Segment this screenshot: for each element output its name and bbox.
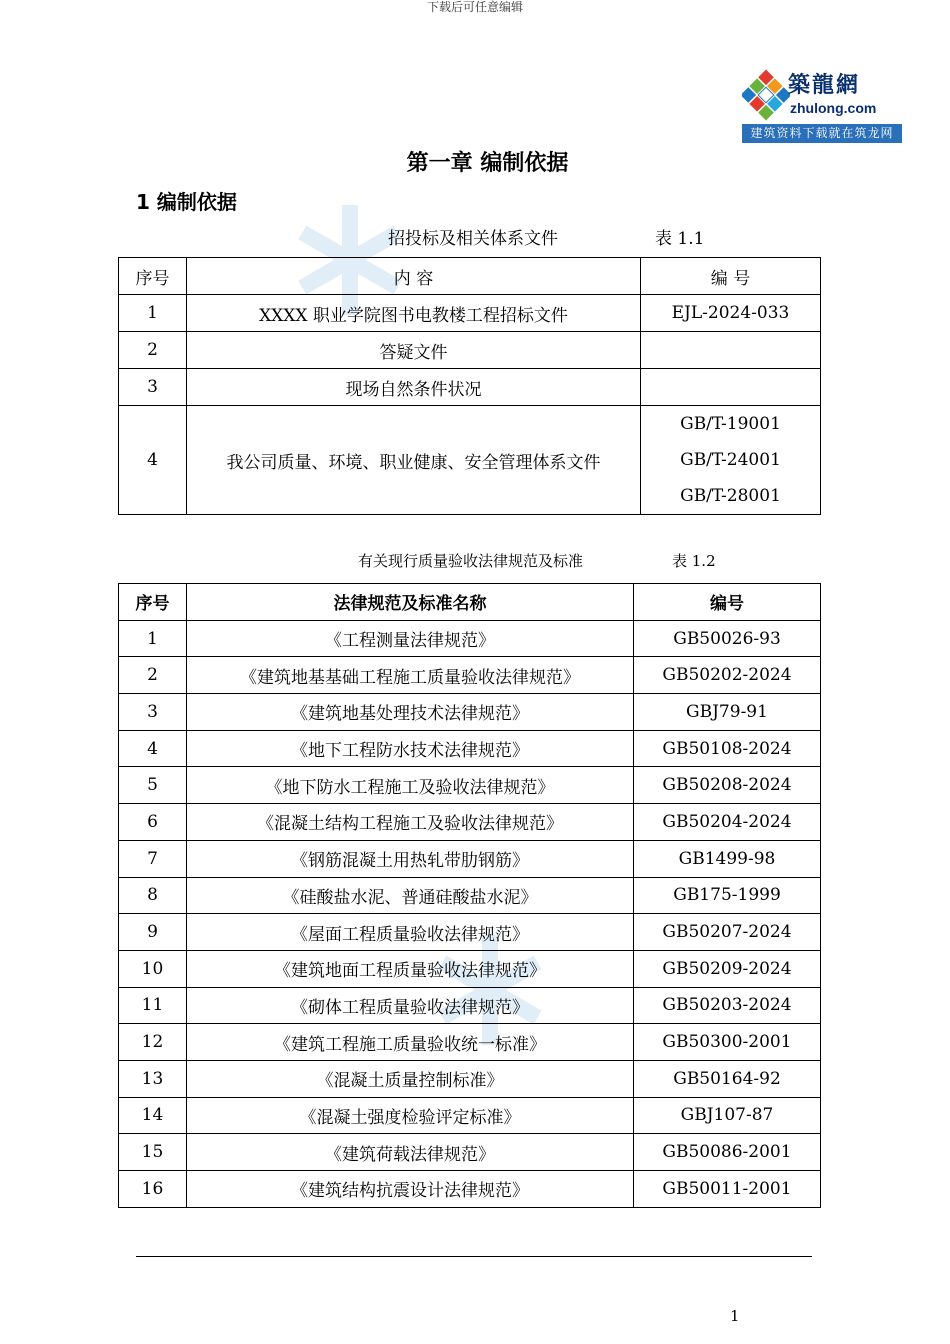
- row-no: 3: [119, 694, 187, 731]
- row-content: 答疑文件: [187, 332, 641, 369]
- row-no: 15: [119, 1134, 187, 1171]
- table-row: [119, 730, 821, 767]
- row-name: 《硅酸盐水泥、普通硅酸盐水泥》: [187, 877, 634, 914]
- table-row: [119, 1097, 821, 1134]
- row-name: 《建筑地基基础工程施工质量验收法律规范》: [187, 657, 634, 694]
- table-row: [119, 914, 821, 951]
- row-no: 3: [119, 369, 187, 406]
- row-no: 1: [119, 295, 187, 332]
- table-row: [119, 1134, 821, 1171]
- row-no: 16: [119, 1171, 187, 1208]
- table-row: [119, 1171, 821, 1208]
- table-row: [119, 657, 821, 694]
- row-code: GB50202-2024: [634, 657, 821, 694]
- row-code: GBJ107-87: [634, 1097, 821, 1134]
- table-row: [119, 295, 821, 332]
- table1-number: 表 1.1: [655, 229, 705, 249]
- row-code: GB1499-98: [634, 840, 821, 877]
- row-name: 《建筑地基处理技术法律规范》: [187, 694, 634, 731]
- row-code: GB50026-93: [634, 620, 821, 657]
- row-name: 《建筑地面工程质量验收法律规范》: [187, 950, 634, 987]
- row-no: 11: [119, 987, 187, 1024]
- row-name: 《混凝土结构工程施工及验收法律规范》: [187, 804, 634, 841]
- row-no: 4: [119, 730, 187, 767]
- page-header-note: 下载后可任意编辑: [426, 0, 523, 14]
- row-name: 《屋面工程质量验收法律规范》: [187, 914, 634, 951]
- row-content: 我公司质量、环境、职业健康、安全管理体系文件: [187, 406, 641, 515]
- row-code: GB50108-2024: [634, 730, 821, 767]
- header-no: 序号: [119, 258, 187, 295]
- header-no: 序号: [119, 584, 187, 621]
- row-name: 《混凝土强度检验评定标准》: [187, 1097, 634, 1134]
- diamond-grid-logo-icon: [742, 66, 790, 124]
- row-code: GB50208-2024: [634, 767, 821, 804]
- row-no: 4: [119, 406, 187, 515]
- row-name: 《钢筋混凝土用热轧带肋钢筋》: [187, 840, 634, 877]
- table-row: [119, 950, 821, 987]
- row-content: XXXX 职业学院图书电教楼工程招标文件: [187, 295, 641, 332]
- bidding-documents-table: [118, 257, 821, 515]
- table-header-row: [119, 258, 821, 295]
- chapter-title: 第一章 编制依据: [406, 151, 569, 176]
- table-row: [119, 332, 821, 369]
- table-row: [119, 840, 821, 877]
- table-row: [119, 1060, 821, 1097]
- row-code: GB175-1999: [634, 877, 821, 914]
- row-no: 6: [119, 804, 187, 841]
- table-row: [119, 1024, 821, 1061]
- row-code: GB/T-19001: [680, 414, 781, 434]
- row-name: 《工程测量法律规范》: [187, 620, 634, 657]
- table1-caption: 招投标及相关体系文件: [388, 229, 558, 249]
- table-header-row: [119, 584, 821, 621]
- table-row: [119, 767, 821, 804]
- page-number: 1: [730, 1307, 740, 1325]
- row-code: EJL-2024-033: [641, 295, 821, 332]
- row-code: GB50011-2001: [634, 1171, 821, 1208]
- row-code: GB50086-2001: [634, 1134, 821, 1171]
- row-code: [641, 332, 821, 369]
- logo-chinese-name: 築龍網: [788, 73, 861, 98]
- logo-domain: zhulong.com: [790, 100, 877, 116]
- row-no: 2: [119, 332, 187, 369]
- table-row: [119, 987, 821, 1024]
- row-code: GB/T-24001: [680, 450, 781, 470]
- section-title: 1 编制依据: [136, 190, 237, 214]
- table2-caption: 有关现行质量验收法律规范及标准: [358, 552, 584, 570]
- logo-slogan: 建筑资料下载就在筑龙网: [742, 124, 902, 143]
- header-code: 编 号: [641, 258, 821, 295]
- row-codes: [641, 406, 821, 515]
- table-row: [119, 620, 821, 657]
- row-no: 1: [119, 620, 187, 657]
- row-code: GB50300-2001: [634, 1024, 821, 1061]
- table-row: [119, 694, 821, 731]
- standards-table: [118, 583, 821, 1208]
- row-name: 《建筑荷载法律规范》: [187, 1134, 634, 1171]
- row-name: 《混凝土质量控制标准》: [187, 1060, 634, 1097]
- row-code: GBJ79-91: [634, 694, 821, 731]
- row-no: 7: [119, 840, 187, 877]
- row-no: 14: [119, 1097, 187, 1134]
- row-name: 《地下防水工程施工及验收法律规范》: [187, 767, 634, 804]
- header-code: 编号: [634, 584, 821, 621]
- row-no: 12: [119, 1024, 187, 1061]
- row-code: GB50164-92: [634, 1060, 821, 1097]
- table-row: [119, 369, 821, 406]
- table-row: [119, 804, 821, 841]
- table2-number: 表 1.2: [672, 552, 716, 570]
- row-name: 《地下工程防水技术法律规范》: [187, 730, 634, 767]
- zhulong-logo: [742, 66, 902, 144]
- row-code: GB50209-2024: [634, 950, 821, 987]
- row-code: GB50207-2024: [634, 914, 821, 951]
- footer-rule: [136, 1256, 812, 1257]
- row-no: 5: [119, 767, 187, 804]
- table-row: [119, 877, 821, 914]
- row-no: 13: [119, 1060, 187, 1097]
- row-name: 《砌体工程质量验收法律规范》: [187, 987, 634, 1024]
- row-name: 《建筑结构抗震设计法律规范》: [187, 1171, 634, 1208]
- row-name: 《建筑工程施工质量验收统一标准》: [187, 1024, 634, 1061]
- row-code: GB50203-2024: [634, 987, 821, 1024]
- table-row: [119, 406, 821, 515]
- row-no: 2: [119, 657, 187, 694]
- row-no: 9: [119, 914, 187, 951]
- row-no: 8: [119, 877, 187, 914]
- row-content: 现场自然条件状况: [187, 369, 641, 406]
- row-code: GB/T-28001: [680, 486, 781, 506]
- header-name: 法律规范及标准名称: [187, 584, 634, 621]
- row-code: GB50204-2024: [634, 804, 821, 841]
- row-no: 10: [119, 950, 187, 987]
- row-code: [641, 369, 821, 406]
- header-content: 内 容: [187, 258, 641, 295]
